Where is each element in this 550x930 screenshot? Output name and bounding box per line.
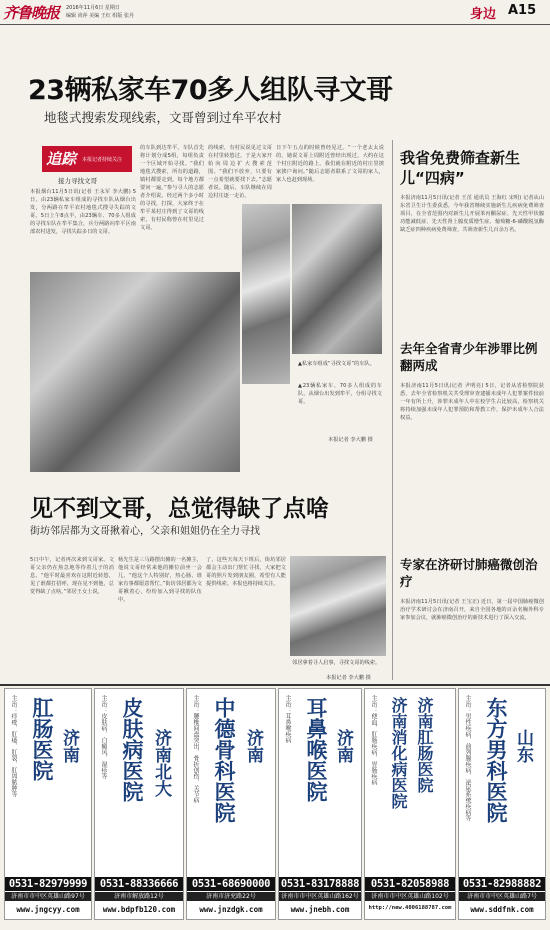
ad-orthopedic-hospital[interactable] <box>186 688 276 920</box>
story2-subhead: 街坊邻居都为文哥揪着心，父亲和姐姐仍在全力寻找 <box>30 526 260 537</box>
ad-scope: 主治：男性疾病、前列腺疾病、泌尿系统疾病等 <box>464 695 471 821</box>
masthead-editors: 编辑 尚萍 美编 王红 组版 张丹 <box>66 13 134 19</box>
tracking-badge-sub: 本报记者持续关注 <box>82 157 123 163</box>
side1-headline: 我省免费筛查新生儿“四病” <box>400 149 521 187</box>
ad-andrology-hospital[interactable] <box>458 688 546 920</box>
ad-scope: 主治：耳鼻喉疾病 <box>284 695 291 743</box>
ad-title: 皮肤病医院 <box>120 697 144 802</box>
ad-city: 济南 <box>243 729 263 763</box>
ad-dermatology-hospital[interactable] <box>94 688 184 920</box>
story1-photo-vehicles <box>242 204 290 384</box>
column-divider <box>392 140 393 680</box>
ad-address: 济南市市中区英雄山路7号 <box>459 892 545 901</box>
story1-col2: 的车队到达牟平，车队首先将计划分成5组，每组负责一个区域开始寻找。“我们地毯式搜索，所有的道路，镇村都要走到，每个地方都要问一遍。”参与寻人的志愿者介绍说。经过两个多小时的寻找，打探，大家终于在牟平某村庄得到了文哥的线索，有村民称曾在村里见过文哥。 <box>140 145 204 231</box>
story1-col3: 的线索，有村民说见过文哥在村里转悠过，于是大家开始向周边扩大搜索范围。“我们不放弃，只要有一点希望就要找下去。”志愿者说。随后，车队继续在周边村庄逐一走访。 <box>208 145 272 199</box>
side3-body: 本报济南11月5日讯(记者 王宝正) 近日，第一届中国肺癌微创治疗学术研讨会在济南召开，来自全国各地的百余名胸外科专家参加会议，就肺癌微创治疗的新技术进行了深入交流。 <box>400 599 544 621</box>
ad-title: 济南消化病医院 <box>389 697 408 809</box>
page-number: A15 <box>508 3 537 18</box>
ad-title: 肛肠医院 <box>30 697 54 781</box>
tracking-badge <box>42 146 132 172</box>
ad-phone: 0531-82979999 <box>5 877 91 891</box>
ad-scope: 主治：痔疮、肛瘘、肛裂、肛周脓肿等 <box>10 695 17 797</box>
section-name: 身边 <box>470 7 497 22</box>
story2-photo-caption: 邻居拿着寻人启事，寻找文哥的线索。 <box>292 660 381 666</box>
ad-website: www.jnebh.com <box>290 905 350 914</box>
ad-title: 中德骨科医院 <box>212 697 236 823</box>
ad-website: www.sddfnk.com <box>470 905 534 914</box>
ad-address: 济南市市中区英雄山路162号 <box>279 892 361 901</box>
ad-address: 济南市解放路12号 <box>95 892 183 901</box>
story1-headline: 23辆私家车70多人组队寻文哥 <box>28 75 393 106</box>
story1-right-photo <box>292 204 382 354</box>
masthead-date: 2016年11月6日 星期日 <box>66 5 120 11</box>
story2-col2: 杨先生是三马路摆出摊的一名摊主，他说文哥经常来他的摊位前坐一会儿，“他这个人特别好，热心肠，谁家有事都愿意帮忙。”街坊邻居都为文哥揪着心，纷纷加入到寻找的队伍中。 <box>118 557 202 603</box>
story1-col1: 本报烟台11月5日讯(记者 王永军 李大鹏) 5日，由23辆私家车组成的寻找车队从烟台出发，分两路在牟平农村地毯式搜寻失踪的文哥。5日上午8点半，由23辆车、70多人组成的寻找车队在牟平集合，兵分两路向牟平区南部农村进发，寻找失踪多日的文哥。 <box>30 189 136 235</box>
story2-headline: 见不到文哥，总觉得缺了点啥 <box>30 496 329 522</box>
story2-col3: 了，这些天每天下班后，街坊邻居都会主动出门帮忙寻找，大家把文哥的照片发到朋友圈，希望有人能提供线索。本报也将持续关注。 <box>206 557 286 587</box>
ad-city: 济南 <box>333 729 353 763</box>
ad-city: 济南 <box>59 729 79 763</box>
newspaper-logo: 齐鲁晚报 <box>3 4 60 22</box>
story2-photo <box>290 556 386 656</box>
ad-phone: 0531-82058988 <box>365 877 455 891</box>
story2-col1: 5日中午，记者再次来到文哥家。文哥父亲仍在焦急地等待着儿子的消息。“他平时最喜欢在这附近转悠，见了谁都打招呼，现在见不到他，总觉得缺了点啥。”邻居王女士说。 <box>30 557 114 595</box>
ad-phone: 0531-82988882 <box>459 877 545 891</box>
story1-reporters: 本报记者 李大鹏 摄 <box>328 437 373 443</box>
ad-city: 济南北大 <box>151 729 171 797</box>
ad-city: 济南肛肠医院 <box>415 697 434 793</box>
ad-title: 耳鼻喉医院 <box>304 697 328 802</box>
ads-strip-rule <box>0 684 550 686</box>
side2-headline: 去年全省青少年涉罪比例翻两成 <box>400 341 538 373</box>
story1-photo-caption: ▲私家车组成“寻找文哥”的车队。 <box>298 361 375 367</box>
side3-headline: 专家在济研讨肺癌微创治疗 <box>400 557 538 589</box>
tracking-badge-text: 追踪 <box>46 150 77 168</box>
ad-phone: 0531-88336666 <box>95 877 183 891</box>
side2-body: 本报济南11月5日讯(记者 尹明亮) 5日，记者从省检察院获悉，去年全省检察机关共受理审查逮捕未成年人犯罪案件较前一年有所上升，涉罪未成年人中在校学生占比较高，检察机关将持续加强未成年人犯罪预防和帮教工作，保护未成年人合法权益。 <box>400 383 544 421</box>
ad-address: 济南市市中区英雄山路97号 <box>5 892 91 901</box>
ad-scope: 主治：皮肤病、白癜风、湿疹等 <box>100 695 107 779</box>
story1-col4: 日下午五点的时候曾经见过。“一个老太太说的，她说文哥上周附近曾经出现过，大约在这个村庄附近的路上，我们就在附近的村庄里挨家挨户询问。”随后志愿者联系了文哥的家人，家人也赶到现场。 <box>276 145 384 183</box>
story1-subhead: 地毯式搜索发现线索，文哥曾到过牟平农村 <box>44 110 282 125</box>
ad-title: 东方男科医院 <box>484 697 508 823</box>
masthead-rule <box>0 24 550 25</box>
ad-website: www.jnzdgk.com <box>199 905 263 914</box>
ad-phone: 0531-83178888 <box>280 878 360 890</box>
ad-digestive-hospital[interactable] <box>364 688 456 920</box>
series-label: 接力寻找文哥 <box>58 177 97 185</box>
ad-address: 济南市济兖路22号 <box>187 892 275 901</box>
ad-phone: 0531-68690000 <box>187 877 275 891</box>
side1-body: 本报济南11月5日讯(记者 王茁 通讯员 王海红 宋明) 记者从山东省卫生计生委获悉，今年我省继续实施新生儿疾病免费筛查项目，在全省范围内对新生儿开展苯丙酮尿症、先天性甲状腺功能减低症、先天性肾上腺皮质增生症、葡萄糖-6-磷酸脱氢酶缺乏症四种疾病免费筛查，共筛查新生儿百余万名。 <box>400 195 544 233</box>
ad-website: www.bdpfb120.com <box>102 905 176 914</box>
story1-right-caption: ▲23辆私家车、70多人组成的车队，从烟台出发到牟平，分组寻找文哥。 <box>298 383 382 405</box>
ad-ent-hospital[interactable] <box>278 688 362 920</box>
story1-main-photo <box>30 272 240 472</box>
ad-address: 济南市市中区英雄山路102号 <box>365 892 455 901</box>
ad-anorectal-hospital[interactable] <box>4 688 92 920</box>
masthead <box>0 0 550 26</box>
ad-scope: 主治：腰椎间盘突出、骨折创伤、关节病 <box>192 695 199 803</box>
ad-website: http://new.4006188787.com <box>368 905 452 911</box>
ad-website: www.jngcyy.com <box>16 905 80 914</box>
ad-scope: 主治：便血、肛肠疾病、胃肠疾病 <box>370 695 377 785</box>
story2-reporters: 本报记者 李大鹏 摄 <box>326 675 371 681</box>
ad-city: 山东 <box>513 729 533 763</box>
